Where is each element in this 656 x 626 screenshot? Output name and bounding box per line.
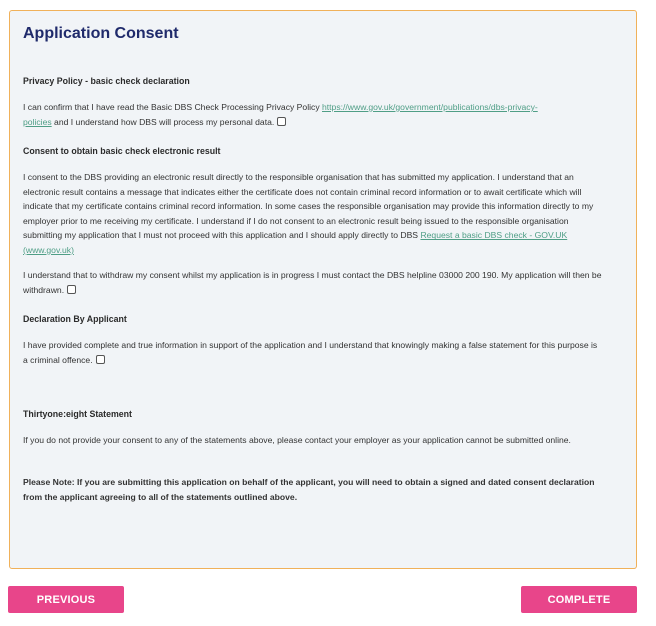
previous-button[interactable]: PREVIOUS [8, 586, 124, 613]
statement-note: Please Note: If you are submitting this application on behalf of the applicant, you will need to obtain a signed and dated consent declaration from the applicant agreeing to all of the statements outlined above. [23, 477, 595, 502]
consent-paragraph [23, 170, 603, 258]
basic-dbs-check-link[interactable]: Request a basic DBS check - GOV.UK (www.gov.uk) [23, 230, 568, 255]
statement-heading: Thirtyone:eight Statement [23, 409, 132, 419]
declaration-checkbox[interactable] [96, 355, 105, 364]
withdraw-paragraph [23, 268, 603, 297]
privacy-text-after: and I understand how DBS will process my personal data. [51, 116, 275, 127]
privacy-policy-link[interactable]: https://www.gov.uk/government/publications/dbs-privacy- policies [23, 102, 538, 127]
declaration-heading: Declaration By Applicant [23, 314, 127, 324]
statement-text: If you do not provide your consent to any of the statements above, please contact your employer as your application cannot be submitted online. [23, 435, 571, 445]
consent-text: I consent to the DBS providing an electronic result directly to the responsible organisation that has submitted my application. I understand that an electronic result contains a message that indicates either the certificate does not contain criminal record information or to await certificate which will indicate that my certificate contains criminal record information. In some cases the responsible organisation may provide this information directly to my employer prior to me receiving my certificate. I understand if I do not consent to an electronic result being issued to the responsible organisation submitting my application that I must not proceed with this application and I should apply directly to DBS [23, 172, 594, 241]
complete-button[interactable]: COMPLETE [521, 586, 637, 613]
privacy-heading: Privacy Policy - basic check declaration [23, 76, 190, 86]
consent-heading: Consent to obtain basic check electronic result [23, 146, 221, 156]
declaration-text: I have provided complete and true information in support of the application and I understand that knowingly making a false statement for this purpose is a criminal offence. [23, 340, 598, 365]
privacy-paragraph [23, 100, 603, 129]
declaration-paragraph [23, 338, 603, 367]
withdraw-text: I understand that to withdraw my consent whilst my application is in progress I must contact the DBS helpline 03000 200 190. My application will then be withdrawn. [23, 270, 602, 295]
withdraw-checkbox[interactable] [67, 285, 76, 294]
privacy-checkbox[interactable] [277, 117, 286, 126]
privacy-text-before: I can confirm that I have read the Basic DBS Check Processing Privacy Policy [23, 102, 322, 112]
page-title: Application Consent [23, 25, 179, 42]
